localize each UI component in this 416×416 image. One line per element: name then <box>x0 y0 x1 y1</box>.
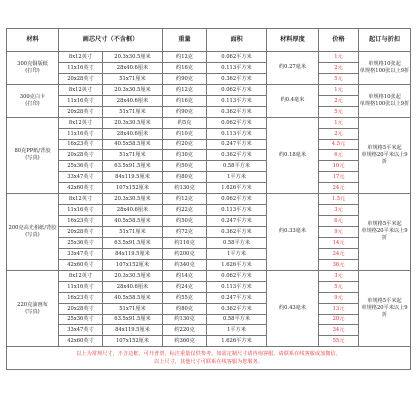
weight-cell: 约130克 <box>163 314 207 325</box>
area-cell: 1.626平方米 <box>207 259 267 270</box>
size-inch-cell: 8x12英寸 <box>59 270 103 281</box>
size-inch-cell: 20x28英寸 <box>59 150 103 161</box>
size-inch-cell: 20x28英寸 <box>59 73 103 84</box>
order-discount-line: 单规格10张起 <box>368 60 401 67</box>
material-cell <box>7 270 59 347</box>
price-cell: 34元 <box>319 325 359 336</box>
size-inch-cell: 25x36英寸 <box>59 314 103 325</box>
price-cell: 1.5元 <box>319 194 359 205</box>
table-row <box>7 95 411 106</box>
weight-cell: 约12克 <box>163 84 207 95</box>
price-cell: 3元 <box>319 270 359 281</box>
area-cell: 0.247平方米 <box>207 216 267 227</box>
size-cm-cell: 107x152厘米 <box>103 336 163 347</box>
area-cell: 0.362平方米 <box>207 106 267 117</box>
size-cm-cell: 84x119.5厘米 <box>103 172 163 183</box>
order-discount-line: 单规格5平米起 <box>367 144 402 151</box>
weight-cell: 约220克 <box>163 325 207 336</box>
weight-cell: 约50克 <box>163 216 207 227</box>
weight-cell: 约90克 <box>163 73 207 84</box>
area-cell: 0.58平方米 <box>207 237 267 248</box>
price-table-sheet <box>6 28 410 370</box>
area-cell: 0.113平方米 <box>207 281 267 292</box>
material-cell <box>7 84 59 117</box>
price-cell: 4.5元 <box>319 139 359 150</box>
price-cell: 5元 <box>319 281 359 292</box>
table-row <box>7 84 411 95</box>
area-cell: 0.362平方米 <box>207 227 267 238</box>
area-cell: 0.58平方米 <box>207 161 267 172</box>
size-inch-cell: 20x28英寸 <box>59 106 103 117</box>
area-cell: 0.062平方米 <box>207 270 267 281</box>
size-inch-cell: 8x12英寸 <box>59 52 103 63</box>
table-header-row <box>7 29 411 52</box>
area-cell: 1.626平方米 <box>207 336 267 347</box>
order-discount-cell <box>359 270 411 347</box>
table-row <box>7 259 411 270</box>
thickness-cell: 约0.4毫米 <box>267 84 319 117</box>
size-inch-cell: 8x12英寸 <box>59 84 103 95</box>
price-cell: 14元 <box>319 237 359 248</box>
order-discount-cell <box>359 194 411 271</box>
footnote-row <box>7 347 411 370</box>
weight-cell: 约24克 <box>163 281 207 292</box>
size-inch-cell: 11x16英寸 <box>59 128 103 139</box>
price-cell: 9元 <box>319 227 359 238</box>
table-row <box>7 281 411 292</box>
price-cell: 36元 <box>319 259 359 270</box>
area-cell: 0.113平方米 <box>207 205 267 216</box>
table-row <box>7 52 411 63</box>
size-inch-cell: 11x16英寸 <box>59 95 103 106</box>
size-cm-cell: 28x40.6厘米 <box>103 205 163 216</box>
table-row <box>7 183 411 194</box>
material-cell <box>7 194 59 271</box>
size-cm-cell: 63.5x91.5厘米 <box>103 237 163 248</box>
size-cm-cell: 28x40.6厘米 <box>103 95 163 106</box>
size-inch-cell: 20x28英寸 <box>59 227 103 238</box>
material-name-line: (打印) <box>25 67 40 74</box>
material-cell <box>7 52 59 85</box>
table-row <box>7 194 411 205</box>
table-row <box>7 237 411 248</box>
price-cell: 6元 <box>319 150 359 161</box>
material-name-line: 300克白卡 <box>19 93 46 100</box>
order-discount-cell <box>359 84 411 117</box>
size-cm-cell: 51x71厘米 <box>103 303 163 314</box>
material-name-line: 200克高光相纸/背胶 <box>8 224 57 231</box>
order-discount-line: 单规格10张起 <box>368 93 401 100</box>
table-row <box>7 139 411 150</box>
size-inch-cell: 42x60英寸 <box>59 183 103 194</box>
table-body <box>7 52 411 347</box>
footnote-line-1: 以上为常规尺寸，不含边框，可开普票，标注重量仅供参考。如需定制尺寸请咨询客服，请联系在线客服或加微信。 <box>76 351 341 358</box>
header-order-discount: 起订与折扣 <box>359 29 411 52</box>
order-discount-cell <box>359 52 411 85</box>
size-cm-cell: 51x71厘米 <box>103 227 163 238</box>
table-row <box>7 117 411 128</box>
size-cm-cell: 107x152厘米 <box>103 183 163 194</box>
material-name-line: (写真) <box>25 231 40 238</box>
thickness-cell: 约0.43毫米 <box>267 270 319 347</box>
table-row <box>7 205 411 216</box>
table-row <box>7 128 411 139</box>
price-cell: 55元 <box>319 336 359 347</box>
size-cm-cell: 40.5x58.5厘米 <box>103 292 163 303</box>
size-inch-cell: 11x16英寸 <box>59 205 103 216</box>
header-price: 价格 <box>319 29 359 52</box>
weight-cell: 约12克 <box>163 194 207 205</box>
size-cm-cell: 20.3x30.5厘米 <box>103 194 163 205</box>
area-cell: 1.626平方米 <box>207 183 267 194</box>
size-inch-cell: 33x47英寸 <box>59 172 103 183</box>
material-name-line: 220克油画布 <box>17 301 48 308</box>
size-cm-cell: 28x40.6厘米 <box>103 281 163 292</box>
material-name-line: 300克铜版纸 <box>17 60 48 67</box>
weight-cell: 约80克 <box>163 172 207 183</box>
price-cell: 1元 <box>319 84 359 95</box>
order-discount-line: 单规格20平米以上9折 <box>361 305 408 319</box>
weight-cell: 约116克 <box>163 237 207 248</box>
material-name-line: (写真) <box>25 155 40 162</box>
size-cm-cell: 107x152厘米 <box>103 259 163 270</box>
weight-cell: 约340克 <box>163 259 207 270</box>
area-cell: 1平方米 <box>207 248 267 259</box>
table-row <box>7 227 411 238</box>
weight-cell: 约80克 <box>163 303 207 314</box>
size-inch-cell: 42x60英寸 <box>59 259 103 270</box>
size-cm-cell: 40.5x58.5厘米 <box>103 139 163 150</box>
size-cm-cell: 51x71厘米 <box>103 73 163 84</box>
header-area: 面积 <box>207 29 267 52</box>
price-cell: 24元 <box>319 248 359 259</box>
size-cm-cell: 20.3x30.5厘米 <box>103 52 163 63</box>
weight-cell: 约16克 <box>163 62 207 73</box>
thickness-cell: 约0.18毫米 <box>267 117 319 194</box>
weight-cell: 约50克 <box>163 161 207 172</box>
price-table <box>6 28 411 370</box>
size-cm-cell: 84x119.5厘米 <box>103 248 163 259</box>
size-inch-cell: 11x16英寸 <box>59 281 103 292</box>
table-row <box>7 336 411 347</box>
table-row <box>7 314 411 325</box>
size-cm-cell: 63.5x91.5厘米 <box>103 161 163 172</box>
size-inch-cell: 33x47英寸 <box>59 325 103 336</box>
price-cell: 5元 <box>319 106 359 117</box>
table-row <box>7 270 411 281</box>
size-cm-cell: 28x40.6厘米 <box>103 128 163 139</box>
weight-cell: 约10克 <box>163 128 207 139</box>
footnote <box>7 347 411 370</box>
order-discount-line: 单规格5平米起 <box>367 221 402 228</box>
table-row <box>7 161 411 172</box>
order-discount-cell <box>359 117 411 194</box>
area-cell: 0.113平方米 <box>207 62 267 73</box>
price-cell: 2元 <box>319 62 359 73</box>
price-cell: 2元 <box>319 128 359 139</box>
order-discount-line: 单规格5平米起 <box>367 298 402 305</box>
table-row <box>7 172 411 183</box>
table-row <box>7 62 411 73</box>
area-cell: 0.113平方米 <box>207 128 267 139</box>
price-cell: 20元 <box>319 314 359 325</box>
size-cm-cell: 51x71厘米 <box>103 150 163 161</box>
size-inch-cell: 16x23英寸 <box>59 292 103 303</box>
area-cell: 0.062平方米 <box>207 84 267 95</box>
weight-cell: 约55克 <box>163 292 207 303</box>
area-cell: 1平方米 <box>207 325 267 336</box>
size-cm-cell: 28x40.6厘米 <box>103 62 163 73</box>
header-material: 材料 <box>7 29 59 52</box>
size-inch-cell: 11x16英寸 <box>59 62 103 73</box>
weight-cell: 约22克 <box>163 205 207 216</box>
size-cm-cell: 63.5x91.5厘米 <box>103 314 163 325</box>
area-cell: 0.362平方米 <box>207 303 267 314</box>
size-cm-cell: 20.3x30.5厘米 <box>103 84 163 95</box>
size-cm-cell: 20.3x30.5厘米 <box>103 117 163 128</box>
weight-cell: 约200克 <box>163 248 207 259</box>
size-inch-cell: 20x28英寸 <box>59 303 103 314</box>
header-weight: 重量 <box>163 29 207 52</box>
size-inch-cell: 25x36英寸 <box>59 161 103 172</box>
size-inch-cell: 8x12英寸 <box>59 117 103 128</box>
table-row <box>7 303 411 314</box>
price-cell: 6元 <box>319 216 359 227</box>
price-cell: 3元 <box>319 205 359 216</box>
order-discount-line: 单规格20平米以上9折 <box>361 228 408 242</box>
order-discount-line: 单规格100张以上9折 <box>359 100 410 107</box>
area-cell: 0.362平方米 <box>207 73 267 84</box>
area-cell: 0.58平方米 <box>207 314 267 325</box>
weight-cell: 约5克 <box>163 117 207 128</box>
size-cm-cell: 40.5x58.5厘米 <box>103 216 163 227</box>
price-cell: 5元 <box>319 73 359 84</box>
price-cell: 9元 <box>319 292 359 303</box>
table-row <box>7 292 411 303</box>
area-cell: 0.113平方米 <box>207 95 267 106</box>
area-cell: 0.062平方米 <box>207 52 267 63</box>
weight-cell: 约30克 <box>163 150 207 161</box>
price-cell: 17元 <box>319 172 359 183</box>
size-cm-cell: 20.3x30.5厘米 <box>103 270 163 281</box>
weight-cell: 约12克 <box>163 52 207 63</box>
thickness-cell: 约0.33毫米 <box>267 194 319 271</box>
material-name-line: (写真) <box>25 308 40 315</box>
area-cell: 0.247平方米 <box>207 139 267 150</box>
price-cell: 13元 <box>319 303 359 314</box>
weight-cell: 约130克 <box>163 183 207 194</box>
size-cm-cell: 51x71厘米 <box>103 106 163 117</box>
table-row <box>7 325 411 336</box>
area-cell: 0.362平方米 <box>207 150 267 161</box>
material-cell <box>7 117 59 194</box>
size-inch-cell: 25x36英寸 <box>59 237 103 248</box>
weight-cell: 约16克 <box>163 95 207 106</box>
table-row <box>7 106 411 117</box>
price-cell: 1元 <box>319 117 359 128</box>
order-discount-line: 单规格100张以上9折 <box>359 67 410 74</box>
size-inch-cell: 16x23英寸 <box>59 139 103 150</box>
table-row <box>7 216 411 227</box>
price-cell: 10元 <box>319 161 359 172</box>
price-cell: 2元 <box>319 95 359 106</box>
table-row <box>7 150 411 161</box>
weight-cell: 约360克 <box>163 336 207 347</box>
material-name-line: (打印) <box>25 100 40 107</box>
size-cm-cell: 84x119.5厘米 <box>103 325 163 336</box>
order-discount-line: 单规格20平米以上9折 <box>361 151 408 165</box>
area-cell: 1平方米 <box>207 172 267 183</box>
table-row <box>7 248 411 259</box>
size-inch-cell: 33x47英寸 <box>59 248 103 259</box>
area-cell: 0.062平方米 <box>207 117 267 128</box>
price-cell: 1元 <box>319 52 359 63</box>
thickness-cell: 约0.27毫米 <box>267 52 319 85</box>
weight-cell: 约72克 <box>163 227 207 238</box>
weight-cell: 约20克 <box>163 139 207 150</box>
table-row <box>7 73 411 84</box>
size-inch-cell: 8x12英寸 <box>59 194 103 205</box>
header-thickness: 材料厚度 <box>267 29 319 52</box>
size-inch-cell: 16x23英寸 <box>59 216 103 227</box>
weight-cell: 约90克 <box>163 106 207 117</box>
footnote-line-2: 以上尺寸，其他尺寸可联系在线客服为您服务。 <box>154 359 263 366</box>
area-cell: 0.247平方米 <box>207 292 267 303</box>
header-size: 画芯尺寸（不含框） <box>59 29 163 52</box>
size-inch-cell: 42x60英寸 <box>59 336 103 347</box>
price-cell: 24元 <box>319 183 359 194</box>
weight-cell: 约14克 <box>163 270 207 281</box>
area-cell: 0.062平方米 <box>207 194 267 205</box>
material-name-line: 80克PP纸/背胶 <box>14 148 51 155</box>
